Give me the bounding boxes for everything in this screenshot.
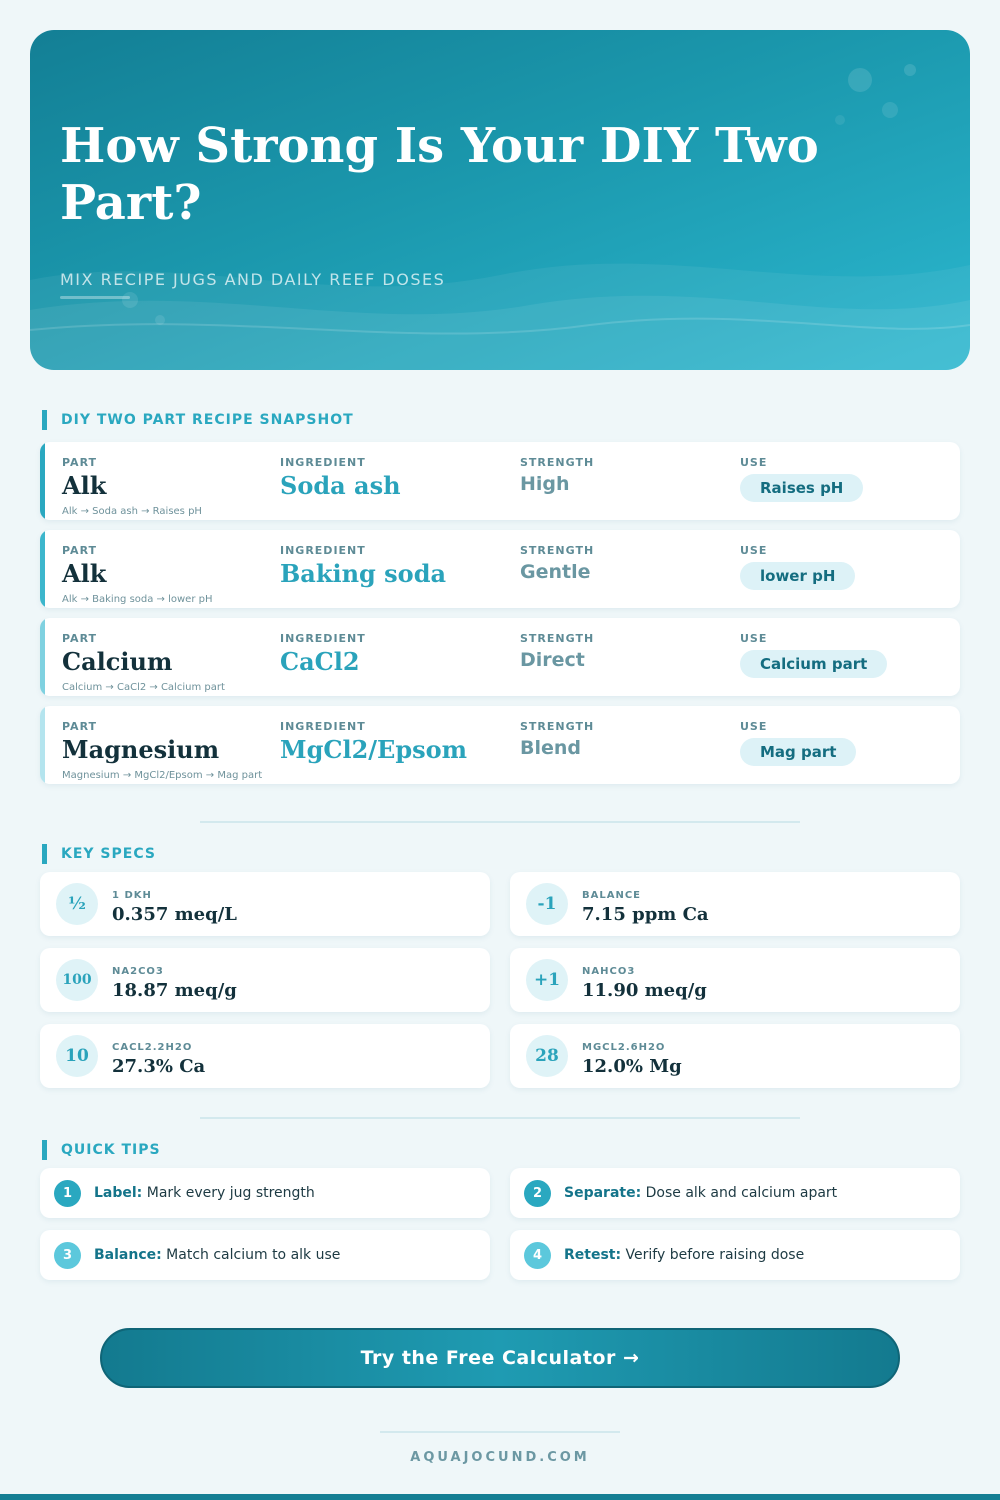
spec-badge: 28 <box>526 1035 568 1077</box>
row-summary-path: Alk → Soda ash → Raises pH <box>62 506 202 517</box>
strength-label: STRENGTH <box>520 632 595 645</box>
use-label: USE <box>740 544 768 557</box>
use-column <box>740 632 887 678</box>
tip-number-badge: 1 <box>54 1180 81 1207</box>
ingredient-column <box>280 544 446 588</box>
spec-value: 7.15 ppm Ca <box>582 904 709 925</box>
tip-description: Verify before raising dose <box>621 1247 805 1263</box>
row-accent-bar <box>40 442 45 520</box>
tip-description: Mark every jug strength <box>142 1185 315 1201</box>
free-calculator-button[interactable]: Try the Free Calculator → <box>100 1328 900 1388</box>
ingredient-column <box>280 632 366 676</box>
part-column <box>62 544 106 588</box>
use-label: USE <box>740 720 768 733</box>
spec-card <box>510 872 960 936</box>
strength-value: Gentle <box>520 561 591 583</box>
strength-label: STRENGTH <box>520 544 595 557</box>
footer-divider <box>380 1431 620 1433</box>
spec-card <box>40 1024 490 1088</box>
part-column <box>62 456 106 500</box>
spec-card <box>40 872 490 936</box>
tip-number-badge: 4 <box>524 1242 551 1269</box>
strength-column <box>520 456 594 495</box>
part-value: Alk <box>62 559 107 588</box>
ingredient-label: INGREDIENT <box>280 544 366 557</box>
ingredient-value: Soda ash <box>280 471 401 500</box>
part-label: PART <box>62 456 98 469</box>
spec-badge: -1 <box>526 883 568 925</box>
tip-text <box>94 1185 315 1201</box>
spec-label: NA2CO3 <box>112 966 164 977</box>
strength-column <box>520 720 594 759</box>
use-badge: Raises pH <box>740 474 863 502</box>
tip-text <box>564 1247 804 1263</box>
spec-value: 11.90 meq/g <box>582 980 707 1001</box>
section-divider <box>200 821 800 823</box>
strength-label: STRENGTH <box>520 720 595 733</box>
spec-card <box>510 948 960 1012</box>
tip-card <box>510 1168 960 1218</box>
strength-label: STRENGTH <box>520 456 595 469</box>
spec-badge: +1 <box>526 959 568 1001</box>
page-title: How Strong Is Your DIY Two Part? <box>60 118 819 231</box>
part-value: Magnesium <box>62 735 220 764</box>
part-column <box>62 720 219 764</box>
strength-value: Blend <box>520 737 582 759</box>
use-column <box>740 544 855 590</box>
tip-keyword: Label: <box>94 1185 143 1201</box>
ingredient-value: CaCl2 <box>280 647 360 676</box>
spec-label: MGCL2.6H2O <box>582 1042 666 1053</box>
recipe-row <box>40 618 960 696</box>
use-column <box>740 720 856 766</box>
tip-card <box>510 1230 960 1280</box>
part-label: PART <box>62 544 98 557</box>
hero-banner <box>30 30 970 370</box>
bottom-accent-bar <box>0 1494 1000 1500</box>
ingredient-column <box>280 720 467 764</box>
ingredient-label: INGREDIENT <box>280 456 366 469</box>
spec-label: BALANCE <box>582 890 642 901</box>
footer-site-link[interactable]: AQUAJOCUND.COM <box>410 1450 590 1465</box>
spec-card <box>40 948 490 1012</box>
row-accent-bar <box>40 618 45 696</box>
ingredient-value: Baking soda <box>280 559 447 588</box>
tip-description: Dose alk and calcium apart <box>641 1185 838 1201</box>
spec-badge: ½ <box>56 883 98 925</box>
use-badge: Mag part <box>740 738 856 766</box>
part-value: Calcium <box>62 647 173 676</box>
spec-value: 0.357 meq/L <box>112 904 237 925</box>
part-value: Alk <box>62 471 107 500</box>
part-column <box>62 632 172 676</box>
subtitle-underline <box>60 296 130 299</box>
use-column <box>740 456 863 502</box>
row-summary-path: Alk → Baking soda → lower pH <box>62 594 213 605</box>
specs-section-title: KEY SPECS <box>42 844 156 864</box>
ingredient-column <box>280 456 401 500</box>
row-summary-path: Magnesium → MgCl2/Epsom → Mag part <box>62 770 263 781</box>
spec-badge: 10 <box>56 1035 98 1077</box>
ingredient-label: INGREDIENT <box>280 720 366 733</box>
spec-value: 18.87 meq/g <box>112 980 237 1001</box>
spec-label: NAHCO3 <box>582 966 636 977</box>
strength-column <box>520 544 594 583</box>
spec-label: 1 DKH <box>112 890 152 901</box>
spec-card <box>510 1024 960 1088</box>
part-label: PART <box>62 720 98 733</box>
recipe-row <box>40 442 960 520</box>
use-label: USE <box>740 632 768 645</box>
tip-card <box>40 1168 490 1218</box>
row-accent-bar <box>40 530 45 608</box>
tip-number-badge: 2 <box>524 1180 551 1207</box>
tip-number-badge: 3 <box>54 1242 81 1269</box>
strength-column <box>520 632 594 671</box>
strength-value: High <box>520 473 570 495</box>
tips-section-title: QUICK TIPS <box>42 1140 161 1160</box>
tip-keyword: Separate: <box>564 1185 642 1201</box>
part-label: PART <box>62 632 98 645</box>
tip-card <box>40 1230 490 1280</box>
recipe-row <box>40 706 960 784</box>
spec-label: CACL2.2H2O <box>112 1042 193 1053</box>
use-badge: Calcium part <box>740 650 887 678</box>
page-subtitle: MIX RECIPE JUGS AND DAILY REEF DOSES <box>60 270 446 289</box>
tip-keyword: Balance: <box>94 1247 162 1263</box>
ingredient-label: INGREDIENT <box>280 632 366 645</box>
row-accent-bar <box>40 706 45 784</box>
tip-description: Match calcium to alk use <box>161 1247 341 1263</box>
spec-badge: 100 <box>56 959 98 1001</box>
section-divider <box>200 1117 800 1119</box>
tip-text <box>564 1185 837 1201</box>
row-summary-path: Calcium → CaCl2 → Calcium part <box>62 682 225 693</box>
tip-keyword: Retest: <box>564 1247 622 1263</box>
spec-value: 27.3% Ca <box>112 1056 206 1077</box>
recipe-row <box>40 530 960 608</box>
recipe-section-title: DIY TWO PART RECIPE SNAPSHOT <box>42 410 354 430</box>
tip-text <box>94 1247 340 1263</box>
use-badge: lower pH <box>740 562 855 590</box>
use-label: USE <box>740 456 768 469</box>
strength-value: Direct <box>520 649 585 671</box>
spec-value: 12.0% Mg <box>582 1056 682 1077</box>
ingredient-value: MgCl2/Epsom <box>280 735 468 764</box>
